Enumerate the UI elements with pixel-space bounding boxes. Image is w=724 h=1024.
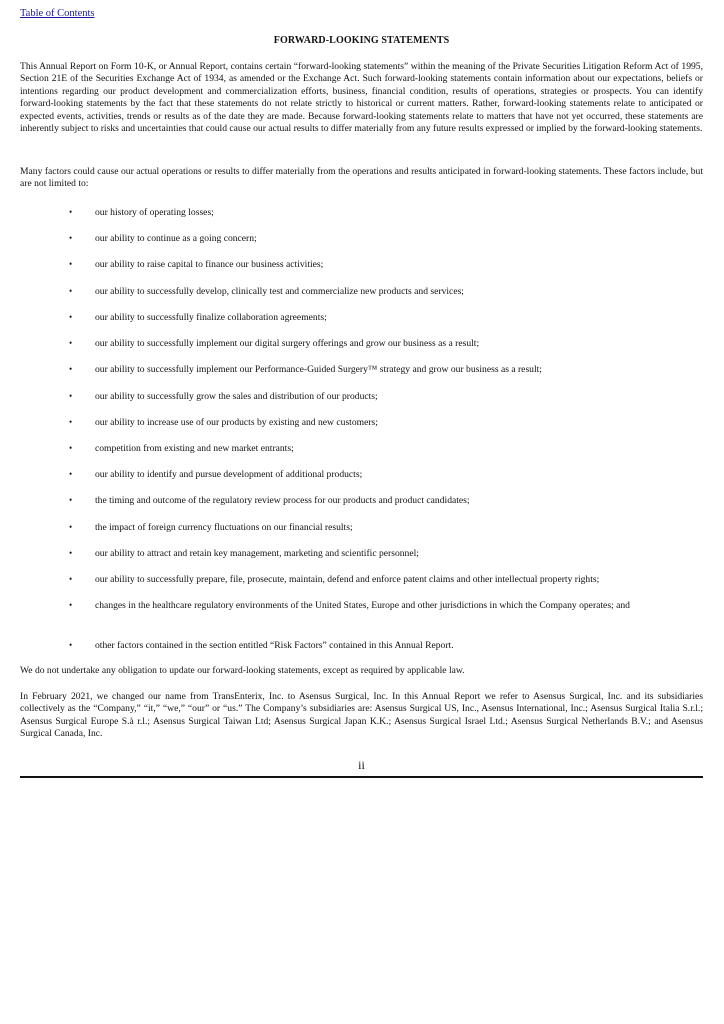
bullet-icon: • <box>69 443 73 453</box>
bullet-icon: • <box>69 600 73 610</box>
list-item-text: our ability to successfully develop, clinically test and commercialize new products and services; <box>95 286 464 297</box>
list-item-text: our ability to increase use of our products by existing and new customers; <box>95 417 378 428</box>
bullet-icon: • <box>69 259 73 269</box>
list-item-text: the impact of foreign currency fluctuations on our financial results; <box>95 522 353 533</box>
bullet-icon: • <box>69 364 73 374</box>
list-item-text: competition from existing and new market entrants; <box>95 443 294 454</box>
bullet-icon: • <box>69 495 73 505</box>
bullet-icon: • <box>69 207 73 217</box>
bullet-icon: • <box>69 233 73 243</box>
bullet-icon: • <box>69 312 73 322</box>
bullet-icon: • <box>69 391 73 401</box>
list-item-text: our ability to successfully prepare, file, prosecute, maintain, defend and enforce patent claims and other intellectual property rights; <box>95 574 600 585</box>
bullet-icon: • <box>69 338 73 348</box>
bullet-icon: • <box>69 640 73 650</box>
update-disclaimer-paragraph: We do not undertake any obligation to update our forward-looking statements, except as required by applicable law. <box>20 665 465 676</box>
bullet-icon: • <box>69 574 73 584</box>
list-item-text: our ability to identify and pursue development of additional products; <box>95 469 363 480</box>
list-item-text: our ability to continue as a going concern; <box>95 233 257 244</box>
table-of-contents-link[interactable]: Table of Contents <box>20 8 95 19</box>
list-item-text: our ability to successfully implement our Performance-Guided Surgery™ strategy and grow our business as a result; <box>95 364 542 375</box>
list-item-text: our ability to successfully implement our digital surgery offerings and grow our business as a result; <box>95 338 480 349</box>
list-item-text: our ability to attract and retain key management, marketing and scientific personnel; <box>95 548 419 559</box>
list-item-text: the timing and outcome of the regulatory review process for our products and product candidates; <box>95 495 470 506</box>
page-number: ii <box>358 758 365 772</box>
company-name-paragraph: In February 2021, we changed our name from TransEnterix, Inc. to Asensus Surgical, Inc. In this Annual Report we refer to Asensus Surgical, Inc. and its subsidiaries collectively as the “Company,” “it,” “we,” “our” or “us.” The Company’s subsidiaries are: Asensus Surgical US, Inc., Asensus International, Inc.; Asensus Surgical Italia S.r.l.; Asensus Surgical Europe S.à r.l.; Asensus Surgical Taiwan Ltd; Asensus Surgical Japan K.K.; Asensus Surgical Israel Ltd.; Asensus Surgical Netherlands B.V.; and Asensus Surgical Canada, Inc. <box>20 691 703 740</box>
list-item-text: our ability to raise capital to finance our business activities; <box>95 259 324 270</box>
bullet-icon: • <box>69 417 73 427</box>
bullet-icon: • <box>69 286 73 296</box>
factors-intro-paragraph: Many factors could cause our actual operations or results to differ materially from the operations and results anticipated in forward-looking statements. These factors include, but are not limited to: <box>20 166 703 190</box>
list-item-text: our history of operating losses; <box>95 207 214 218</box>
bullet-icon: • <box>69 548 73 558</box>
list-item-text: our ability to successfully finalize collaboration agreements; <box>95 312 327 323</box>
list-item-text: other factors contained in the section entitled “Risk Factors” contained in this Annual Report. <box>95 640 454 651</box>
section-heading: FORWARD-LOOKING STATEMENTS <box>273 35 450 46</box>
list-item-text: changes in the healthcare regulatory environments of the United States, Europe and other jurisdictions in which the Company operates; and <box>95 600 630 611</box>
intro-paragraph: This Annual Report on Form 10-K, or Annual Report, contains certain “forward-looking statements” within the meaning of the Private Securities Litigation Reform Act of 1995, Section 21E of the Securities Exchange Act of 1934, as amended or the Exchange Act. Such forward-looking statements contain information about our expectations, beliefs or intentions regarding our product development and commercialization efforts, business, financial condition, results of operations, strategies or prospects. You can identify forward-looking statements by the fact that these statements do not relate strictly to historical or current matters. Rather, forward-looking statements relate to anticipated or expected events, activities, trends or results as of the date they are made. Because forward-looking statements relate to matters that have not yet occurred, these statements are inherently subject to risks and uncertainties that could cause our actual results to differ materially from any future results expressed or implied by the forward-looking statements. <box>20 61 703 135</box>
bullet-icon: • <box>69 469 73 479</box>
list-item-text: our ability to successfully grow the sales and distribution of our products; <box>95 391 378 402</box>
bullet-icon: • <box>69 522 73 532</box>
page-divider <box>20 776 703 778</box>
